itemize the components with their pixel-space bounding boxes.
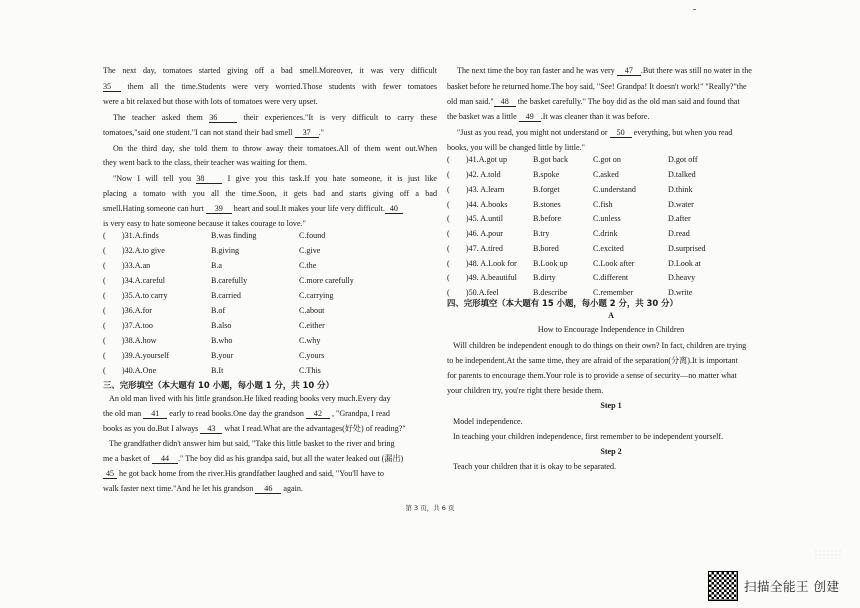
question-row: [447, 184, 775, 195]
blank-40: 40: [385, 204, 403, 214]
answer-option: B.spoke: [533, 170, 560, 179]
paragraph-line: The next day, tomatoes started giving off a bad smell.Moreover, it was very difficult: [103, 66, 437, 75]
answer-option: C.asked: [593, 170, 619, 179]
blank-43: 43: [200, 424, 222, 434]
paragraph-line: Teach your children that it is okay to be separated.: [453, 462, 617, 471]
question-row: [103, 335, 437, 346]
blank-41: 41: [143, 409, 167, 419]
answer-option: B.who: [211, 336, 233, 345]
watermark-text: 扫描全能王 创建: [744, 579, 840, 594]
answer-option: C.Look after: [593, 259, 635, 268]
paragraph-line: 35 them all the time.Students were very worried.Those students with fewer tomatoes: [103, 82, 438, 91]
question-stem: ( )42. A.told: [447, 170, 501, 179]
question-row: [447, 243, 775, 254]
answer-option: B.a: [211, 261, 223, 270]
question-stem: ( )40.A.One: [103, 366, 157, 375]
paragraph-line: An old man lived with his little grandson.He liked reading books very much.Every day: [109, 394, 391, 403]
answer-option: B.carried: [211, 291, 241, 300]
answer-option: D.surprised: [668, 244, 706, 253]
question-stem: ( )32.A.to give: [103, 246, 165, 255]
paragraph-line: The next time the boy ran faster and he was very 47 .But there was still no water in the: [457, 66, 752, 75]
paragraph-line: they went back to the class, their teacher was waiting for them.: [103, 158, 307, 167]
question-stem: ( )33.A.an: [103, 261, 151, 270]
answer-option: B.your: [211, 351, 234, 360]
paragraph-line: "Just as you read, you might not understand or 50 everything, but when you read: [457, 128, 733, 137]
question-stem: ( )34.A.careful: [103, 276, 166, 285]
paragraph-line: On the third day, she told them to throw away their tomatoes.All of them went out.When: [113, 144, 437, 153]
question-row: [103, 290, 437, 301]
blank-44: 44: [152, 454, 178, 464]
question-row: [103, 260, 437, 271]
answer-option: D.after: [668, 214, 691, 223]
paragraph-line: for parents to encourage them.Your role is to provide a sense of security—no matter what: [447, 371, 737, 380]
question-row: [447, 272, 775, 283]
answer-option: B.giving: [211, 246, 240, 255]
paragraph-line: Will children be independent enough to do things on their own? In fact, children are trying: [453, 341, 747, 350]
answer-option: C.unless: [593, 214, 621, 223]
paragraph-line: the basket was a little 49 .It was cleaner than it was before.: [447, 112, 650, 121]
answer-option: B.stones: [533, 200, 561, 209]
question-stem: ( )41.A.got up: [447, 155, 508, 164]
paragraph-line: old man said." 48 the basket carefully." The boy did as the old man said and found that: [447, 97, 740, 106]
scanner-watermark: [708, 571, 839, 601]
question-stem: ( )44. A.books: [447, 200, 508, 209]
question-stem: ( )45. A.until: [447, 214, 503, 223]
question-stem: ( )43. A.learn: [447, 185, 505, 194]
question-stem: ( )36.A.for: [103, 306, 153, 315]
step-heading: Step 1: [600, 401, 622, 410]
step-heading: Step 2: [600, 447, 622, 456]
question-row: [447, 228, 775, 239]
blank-49: 49: [519, 112, 541, 122]
question-row: [447, 258, 775, 269]
answer-option: B.before: [533, 214, 562, 223]
answer-option: B.carefully: [211, 276, 248, 285]
scan-noise: [814, 549, 842, 559]
paragraph-line: basket before he returned home.The boy said, "See! Grandpa! It doesn't work!" "Really?"the: [447, 82, 747, 91]
paragraph-line: The teacher asked them 36 their experiences."It is very difficult to carry these: [113, 113, 437, 122]
blank-38: 38: [196, 174, 222, 184]
paragraph-line: tomatoes,"said one student."I can not stand their bad smell 37 .": [103, 128, 324, 137]
question-row: [103, 230, 437, 241]
blank-45: 45: [103, 469, 117, 479]
paragraph-line: books as you do.But I always 43 what I read.What are the advantages(好处) of reading?": [103, 424, 406, 433]
passage-title: How to Encourage Independence in Children: [537, 325, 685, 334]
answer-option: B.also: [211, 321, 232, 330]
answer-option: C.yours: [299, 351, 325, 360]
blank-48: 48: [494, 97, 516, 107]
page-number: 第 3 页，共 6 页: [405, 504, 455, 512]
answer-option: C.understand: [593, 185, 636, 194]
scan-speck: [693, 9, 696, 10]
answer-option: C.This: [299, 366, 321, 375]
answer-option: B.forget: [533, 185, 560, 194]
question-row: [103, 350, 437, 361]
paragraph-line: the old man 41 early to read books.One day the grandson 42 , "Grandpa, I read: [103, 409, 390, 418]
answer-option: B.of: [211, 306, 226, 315]
paragraph-line: "Now I will tell you 38 I give you this task.If you hate someone, it is just like: [113, 174, 438, 183]
paragraph-line: your children try, you're right there beside them.: [447, 386, 604, 395]
question-row: [103, 365, 437, 376]
question-row: [447, 154, 775, 165]
answer-option: B.bored: [533, 244, 559, 253]
question-stem: ( )35.A.to carry: [103, 291, 168, 300]
paragraph-line: books, you will be changed little by little.": [447, 143, 585, 152]
question-stem: ( )39.A.yourself: [103, 351, 170, 360]
answer-option: D.read: [668, 229, 690, 238]
question-stem: ( )48. A.Look for: [447, 259, 517, 268]
question-row: [447, 199, 775, 210]
answer-option: B.was finding: [211, 231, 257, 240]
answer-option: C.carrying: [299, 291, 334, 300]
answer-option: C.the: [299, 261, 317, 270]
question-row: [447, 213, 775, 224]
question-row: [103, 275, 437, 286]
paragraph-line: smell.Hating someone can hurt 39 heart and soul.It makes your life very difficult. 40: [103, 204, 437, 214]
answer-option: B.describe: [533, 288, 568, 297]
question-stem: ( )38.A.how: [103, 336, 157, 345]
blank-42: 42: [306, 409, 330, 419]
blank-39: 39: [206, 204, 232, 214]
answer-option: C.either: [299, 321, 325, 330]
question-row: [103, 245, 437, 256]
paragraph-line: Model independence.: [453, 417, 523, 426]
answer-option: B.It: [211, 366, 224, 375]
paragraph-line: placing a tomato with you all the time.Soon, it gets bad and starts giving off a bad: [103, 189, 437, 198]
paragraph-line: In teaching your children independence, first remember to be independent yourself.: [453, 432, 724, 441]
answer-option: C.remember: [593, 288, 634, 297]
paragraph-line: The grandfather didn't answer him but said, "Take this little basket to the river and bring: [109, 439, 395, 448]
paragraph-line: walk faster next time."And he let his grandson 46 again.: [103, 484, 303, 493]
answer-option: D.heavy: [668, 273, 696, 282]
answer-option: C.found: [299, 231, 326, 240]
answer-option: B.Look up: [533, 259, 568, 268]
question-stem: ( )37.A.too: [103, 321, 153, 330]
paragraph-line: me a basket of 44 ." The boy did as his grandpa said, but all the water leaked out (漏出): [103, 454, 404, 463]
blank-37: 37: [295, 128, 319, 138]
answer-option: C.more carefully: [299, 276, 354, 285]
answer-option: C.about: [299, 306, 325, 315]
qr-code-icon: [708, 571, 738, 601]
question-stem: ( )47. A.tired: [447, 244, 503, 253]
paragraph-line: were a bit relaxed but those with lots of tomatoes were very upset.: [103, 97, 318, 106]
question-row: [103, 305, 437, 316]
question-stem: ( )31.A.finds: [103, 231, 159, 240]
blank-47: 47: [617, 66, 641, 76]
answer-option: B.dirty: [533, 273, 556, 282]
blank-46: 46: [255, 484, 281, 494]
paragraph-line: is very easy to hate someone because it takes courage to love.": [103, 219, 306, 228]
section-heading-3: 三、完形填空（本大题有 10 小题，每小题 1 分，共 10 分）: [103, 380, 334, 390]
blank-35: 35: [103, 82, 121, 92]
answer-option: D.Look at: [668, 259, 701, 268]
answer-option: D.think: [668, 185, 693, 194]
question-stem: ( )46. A.pour: [447, 229, 503, 238]
answer-option: C.different: [593, 273, 629, 282]
paragraph-line: 45 he got back home from the river.His grandfather laughed and said, "You'll have to: [103, 469, 437, 479]
answer-option: D.got off: [668, 155, 698, 164]
question-stem: ( )49. A.beautiful: [447, 273, 517, 282]
question-row: [447, 169, 775, 180]
answer-option: D.water: [668, 200, 694, 209]
answer-option: C.why: [299, 336, 321, 345]
answer-option: B.try: [533, 229, 550, 238]
passage-letter: A: [608, 311, 614, 320]
blank-36: 36: [209, 113, 237, 123]
blank-50: 50: [610, 128, 632, 138]
question-stem: ( )50.A.feel: [447, 288, 499, 297]
answer-option: D.write: [668, 288, 693, 297]
answer-option: B.got back: [533, 155, 569, 164]
answer-option: C.got on: [593, 155, 621, 164]
answer-option: C.excited: [593, 244, 624, 253]
section-heading-4: 四、完形填空（本大题有 15 小题，每小题 2 分，共 30 分）: [447, 298, 678, 308]
answer-option: C.give: [299, 246, 321, 255]
question-row: [103, 320, 437, 331]
answer-option: C.drink: [593, 229, 618, 238]
answer-option: D.talked: [668, 170, 696, 179]
answer-option: C.fish: [593, 200, 613, 209]
paragraph-line: to be independent.At the same time, they are afraid of the separation(分离).It is important: [447, 356, 738, 365]
